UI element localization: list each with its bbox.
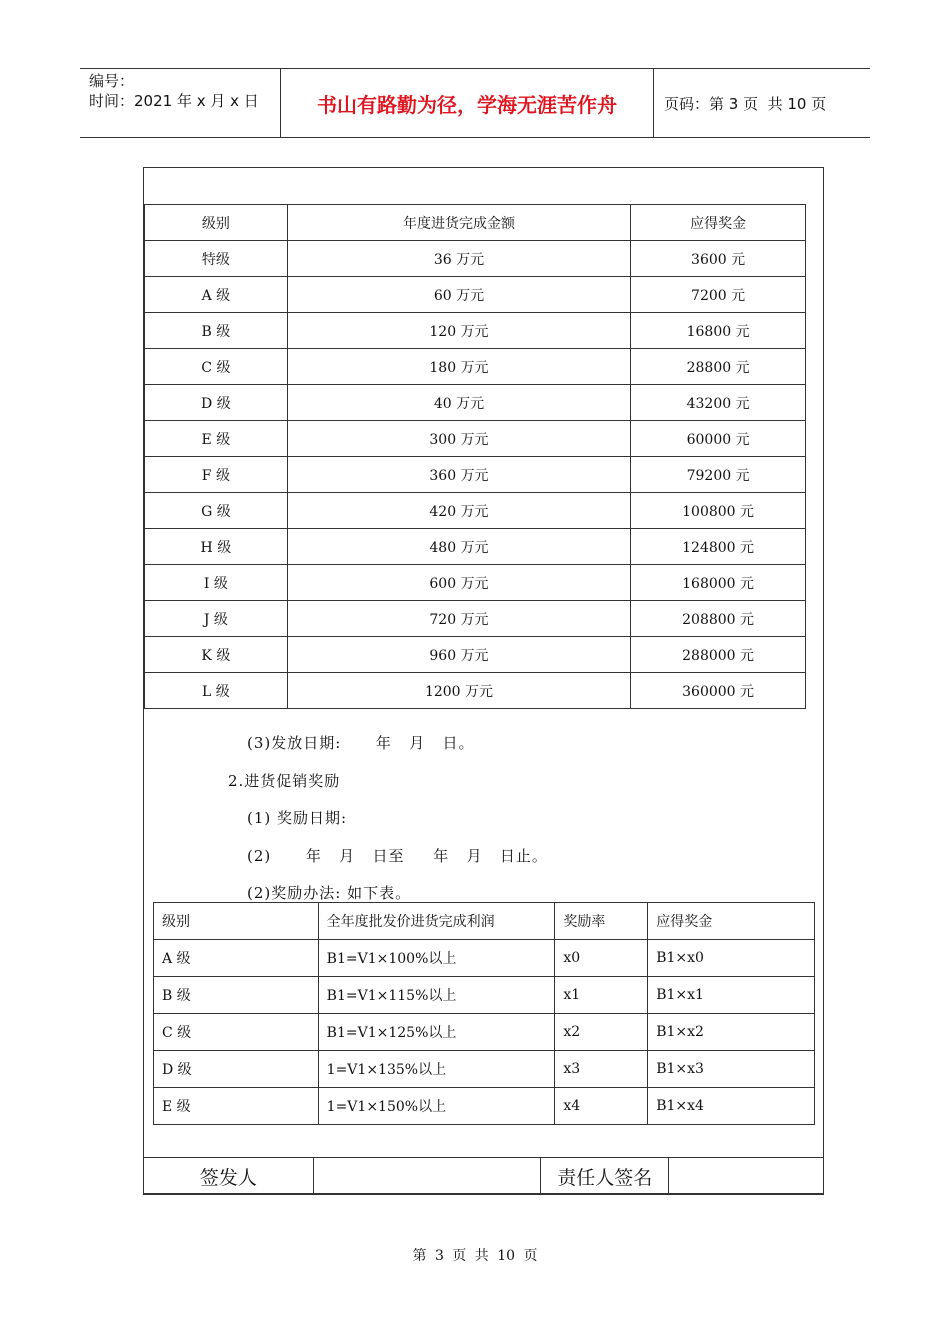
cell-rate: x0 xyxy=(555,940,648,977)
reward-method-line: (2)奖励办法: 如下表。 xyxy=(247,884,412,902)
table-row xyxy=(145,277,806,313)
header-page-info xyxy=(654,69,870,137)
table-row xyxy=(154,1014,815,1051)
cell-amount: 300 万元 xyxy=(287,421,630,457)
cell-level: K 级 xyxy=(145,637,288,673)
cell-amount: 1200 万元 xyxy=(287,673,630,709)
issuer-label: 签发人 xyxy=(144,1158,314,1195)
cell-bonus: 60000 元 xyxy=(631,421,806,457)
cell-bonus: B1×x3 xyxy=(648,1051,815,1088)
cell-level: C 级 xyxy=(154,1014,319,1051)
cell-level: A 级 xyxy=(154,940,319,977)
cell-rate: x2 xyxy=(555,1014,648,1051)
cell-rate: x4 xyxy=(555,1088,648,1125)
page-header xyxy=(80,68,870,138)
cell-bonus: 28800 元 xyxy=(631,349,806,385)
reward-date-line: (1) 奖励日期: xyxy=(247,809,348,827)
table-row xyxy=(145,565,806,601)
cell-bonus: B1×x1 xyxy=(648,977,815,1014)
promotion-table xyxy=(153,902,815,1125)
cell-bonus: B1×x4 xyxy=(648,1088,815,1125)
cell-level: F 级 xyxy=(145,457,288,493)
cell-bonus: 208800 元 xyxy=(631,601,806,637)
issuer-field[interactable] xyxy=(313,1158,541,1195)
cell-bonus: 3600 元 xyxy=(631,241,806,277)
cell-level: C 级 xyxy=(145,349,288,385)
cell-bonus: B1×x2 xyxy=(648,1014,815,1051)
section-heading: 2.进货促销奖励 xyxy=(228,772,341,790)
cell-bonus: 168000 元 xyxy=(631,565,806,601)
cell-level: A 级 xyxy=(145,277,288,313)
cell-level: D 级 xyxy=(154,1051,319,1088)
table-row xyxy=(145,637,806,673)
cell-rate: x1 xyxy=(555,977,648,1014)
cell-level: I 级 xyxy=(145,565,288,601)
header-cell-amount: 年度进货完成金额 xyxy=(287,205,630,241)
table-row xyxy=(145,457,806,493)
header-motto: 书山有路勤为径，学海无涯苦作舟 xyxy=(281,69,654,137)
table-header-row xyxy=(154,903,815,940)
cell-bonus: 79200 元 xyxy=(631,457,806,493)
cell-level: L 级 xyxy=(145,673,288,709)
table-row xyxy=(145,349,806,385)
page-info-text: 页码：第 3 页 共 10 页 xyxy=(664,94,827,113)
header-cell-bonus: 应得奖金 xyxy=(648,903,815,940)
time-label: 时间：2021 年 x 月 x 日 xyxy=(89,92,259,110)
table-row xyxy=(154,977,815,1014)
cell-level: E 级 xyxy=(145,421,288,457)
cell-level: B 级 xyxy=(154,977,319,1014)
cell-amount: 720 万元 xyxy=(287,601,630,637)
bonus-table xyxy=(144,204,806,709)
header-cell-rate: 奖励率 xyxy=(555,903,648,940)
cell-amount: 420 万元 xyxy=(287,493,630,529)
cell-level: E 级 xyxy=(154,1088,319,1125)
issue-date-line: (3)发放日期: 年 月 日。 xyxy=(247,734,475,752)
cell-rate: x3 xyxy=(555,1051,648,1088)
cell-amount: 120 万元 xyxy=(287,313,630,349)
cell-bonus: 43200 元 xyxy=(631,385,806,421)
cell-amount: 40 万元 xyxy=(287,385,630,421)
header-meta xyxy=(80,69,281,137)
cell-bonus: 16800 元 xyxy=(631,313,806,349)
header-cell-profit: 全年度批发价进货完成利润 xyxy=(318,903,555,940)
table-row xyxy=(145,241,806,277)
table-row xyxy=(145,313,806,349)
table-row xyxy=(145,385,806,421)
cell-amount: 36 万元 xyxy=(287,241,630,277)
header-cell-bonus: 应得奖金 xyxy=(631,205,806,241)
serial-label: 编号： xyxy=(89,72,135,90)
cell-level: G 级 xyxy=(145,493,288,529)
cell-profit: 1=V1×150%以上 xyxy=(318,1088,555,1125)
page-footer: 第 3 页 共 10 页 xyxy=(412,1248,538,1264)
cell-level: J 级 xyxy=(145,601,288,637)
date-range-line: (2) 年 月 日至 年 月 日止。 xyxy=(247,847,548,865)
cell-bonus: 360000 元 xyxy=(631,673,806,709)
cell-level: B 级 xyxy=(145,313,288,349)
cell-profit: B1=V1×125%以上 xyxy=(318,1014,555,1051)
cell-profit: B1=V1×100%以上 xyxy=(318,940,555,977)
header-cell-level: 级别 xyxy=(154,903,319,940)
cell-bonus: 100800 元 xyxy=(631,493,806,529)
responsible-field[interactable] xyxy=(669,1158,824,1195)
cell-amount: 960 万元 xyxy=(287,637,630,673)
table-row xyxy=(145,421,806,457)
cell-amount: 360 万元 xyxy=(287,457,630,493)
cell-amount: 180 万元 xyxy=(287,349,630,385)
cell-profit: B1=V1×115%以上 xyxy=(318,977,555,1014)
table-header-row xyxy=(145,205,806,241)
signature-table xyxy=(143,1157,824,1195)
cell-amount: 60 万元 xyxy=(287,277,630,313)
cell-level: 特级 xyxy=(145,241,288,277)
cell-bonus: 124800 元 xyxy=(631,529,806,565)
cell-bonus: B1×x0 xyxy=(648,940,815,977)
signature-row xyxy=(144,1158,824,1195)
table-row xyxy=(154,1088,815,1125)
cell-bonus: 288000 元 xyxy=(631,637,806,673)
table-row xyxy=(145,601,806,637)
table-row xyxy=(154,1051,815,1088)
table-row xyxy=(154,940,815,977)
cell-profit: 1=V1×135%以上 xyxy=(318,1051,555,1088)
cell-amount: 600 万元 xyxy=(287,565,630,601)
cell-amount: 480 万元 xyxy=(287,529,630,565)
header-cell-level: 级别 xyxy=(145,205,288,241)
cell-bonus: 7200 元 xyxy=(631,277,806,313)
table-row xyxy=(145,493,806,529)
table-row xyxy=(145,529,806,565)
cell-level: D 级 xyxy=(145,385,288,421)
cell-level: H 级 xyxy=(145,529,288,565)
table-row xyxy=(145,673,806,709)
responsible-label: 责任人签名 xyxy=(541,1158,669,1195)
